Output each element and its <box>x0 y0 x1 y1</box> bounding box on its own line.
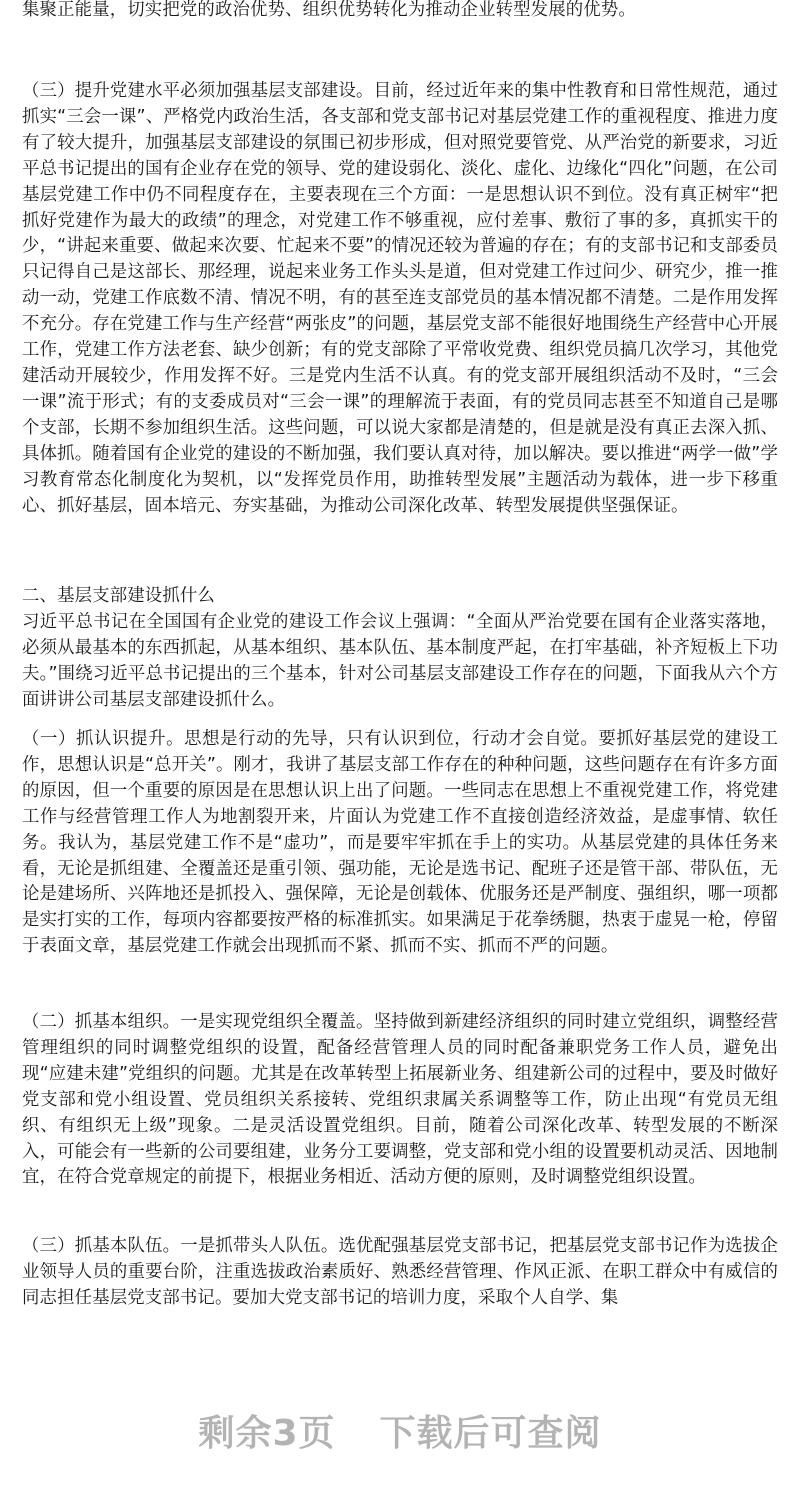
paragraph-section-3: （三）提升党建水平必须加强基层支部建设。目前，经过近年来的集中性教育和日常性规范，通过抓实“三会一课”、严格党内政治生活，各支部和党支部书记对基层党建工作的重视程度、推进力度有了较大提升，加强基层支部建设的氛围已初步形成，但对照党要管党、从严治党的新要求，习近平总书记提出的国有企业存在党的领导、党的建设弱化、淡化、虚化、边缘化“四化”问题，在公司基层党建工作中仍不同程度存在，主要表现在三个方面：一是思想认识不到位。没有真正树牢“把抓好党建作为最大的政绩”的理念，对党建工作不够重视，应付差事、敷衍了事的多，真抓实干的少，“讲起来重要、做起来次要、忙起来不要”的情况还较为普遍的存在；有的支部书记和支部委员只记得自己是这部长、那经理，说起来业务工作头头是道，但对党建工作过问少、研究少，推一推动一动，党建工作底数不清、情况不明，有的甚至连支部党员的基本情况都不清楚。二是作用发挥不充分。存在党建工作与生产经营“两张皮”的问题，基层党支部不能很好地围绕生产经营中心开展工作，党建工作方法老套、缺少创新；有的党支部除了平常收党费、组织党员搞几次学习，其他党建活动开展较少，作用发挥不好。三是党内生活不认真。有的党支部开展组织活动不及时，“三会一课”流于形式；有的支委成员对“三会一课”的理解流于表面，有的党员同志甚至不知道自己是哪个支部，长期不参加组织生活。这些问题，可以说大家都是清楚的，但是就是没有真正去深入抓、具体抓。随着国有企业党的建设的不断加强，我们要认真对待，加以解决。要以推进“两学一做”学习教育常态化制度化为契机，以“发挥党员作用，助推转型发展”主题活动为载体，进一步下移重心、抓好基层，固本培元、夯实基础，为推动公司深化改革、转型发展提供坚强保证。 <box>22 81 778 516</box>
paragraph-quote: 习近平总书记在全国国有企业党的建设工作会议上强调：“全面从严治党要在国有企业落实落地，必须从最基本的东西抓起，从基本组织、基本队伍、基本制度严起，在打牢基础，补齐短板上下功夫。”围绕习近平总书记提出的三个基本，针对公司基层支部建设工作存在的问题，下面我从六个方面讲讲公司基层支部建设抓什么。 <box>22 612 778 710</box>
paragraph-organization: （二）抓基本组织。一是实现党组织全覆盖。坚持做到新建经济组织的同时建立党组织，调整经营管理组织的同时调整党组织的设置，配备经营管理人员的同时配备兼职党务工作人员，避免出现“应建未建”党组织的问题。尤其是在改革转型上拓展新业务、组建新公司的过程中，要及时做好党支部和党小组设置、党员组织关系接转、党组织隶属关系调整等工作，防止出现“有党员无组织、有组织无上级”现象。二是灵活设置党组织。目前，随着公司深化改革、转型发展的不断深入，可能会有一些新的公司要组建，业务分工要调整，党支部和党小组的设置要机动灵活、因地制宜，在符合党章规定的前提下，根据业务相近、活动方便的原则，及时调整党组织设置。 <box>22 1012 778 1188</box>
download-hint-label: 下载后可查阅 <box>379 1413 602 1454</box>
remaining-pages-label: 剩余3页 <box>198 1413 336 1454</box>
download-banner[interactable] <box>0 1405 800 1456</box>
section-heading-2: 二、基层支部建设抓什么 <box>22 586 215 606</box>
paragraph-team: （三）抓基本队伍。一是抓带头人队伍。选优配强基层党支部书记，把基层党支部书记作为选拔企业领导人员的重要台阶，注重选拔政治素质好、熟悉经营管理、作风正派、在职工群众中有威信的同志担任基层党支部书记。要加大党支部书记的培训力度，采取个人自学、集 <box>22 1236 778 1308</box>
paragraph-awareness: （一）抓认识提升。思想是行动的先导，只有认识到位，行动才会自觉。要抓好基层党的建设工作，思想认识是“总开关”。刚才，我讲了基层支部工作存在的种种问题，这些问题存在有许多方面的原因，但一个重要的原因是在思想认识上出了问题。一些同志在思想上不重视党建工作，将党建工作与经营管理工作人为地割裂开来，片面认为党建工作不直接创造经济效益，是虚事情、软任务。我认为，基层党建工作不是“虚功”，而是要牢牢抓在手上的实功。从基层党建的具体任务来看，无论是抓组建、全覆盖还是重引领、强功能，无论是选书记、配班子还是管干部、带队伍，无论是建场所、兴阵地还是抓投入、强保障，无论是创载体、优服务还是严制度、强组织，哪一项都是实打实的工作，每项内容都要按严格的标准抓实。如果满足于花拳绣腿，热衷于虚晃一枪，停留于表面文章，基层党建工作就会出现抓而不紧、抓而不实、抓而不严的问题。 <box>22 729 778 957</box>
intro-line: 集聚正能量，切实把党的政治优势、组织优势转化为推动企业转型发展的优势。 <box>22 0 636 20</box>
